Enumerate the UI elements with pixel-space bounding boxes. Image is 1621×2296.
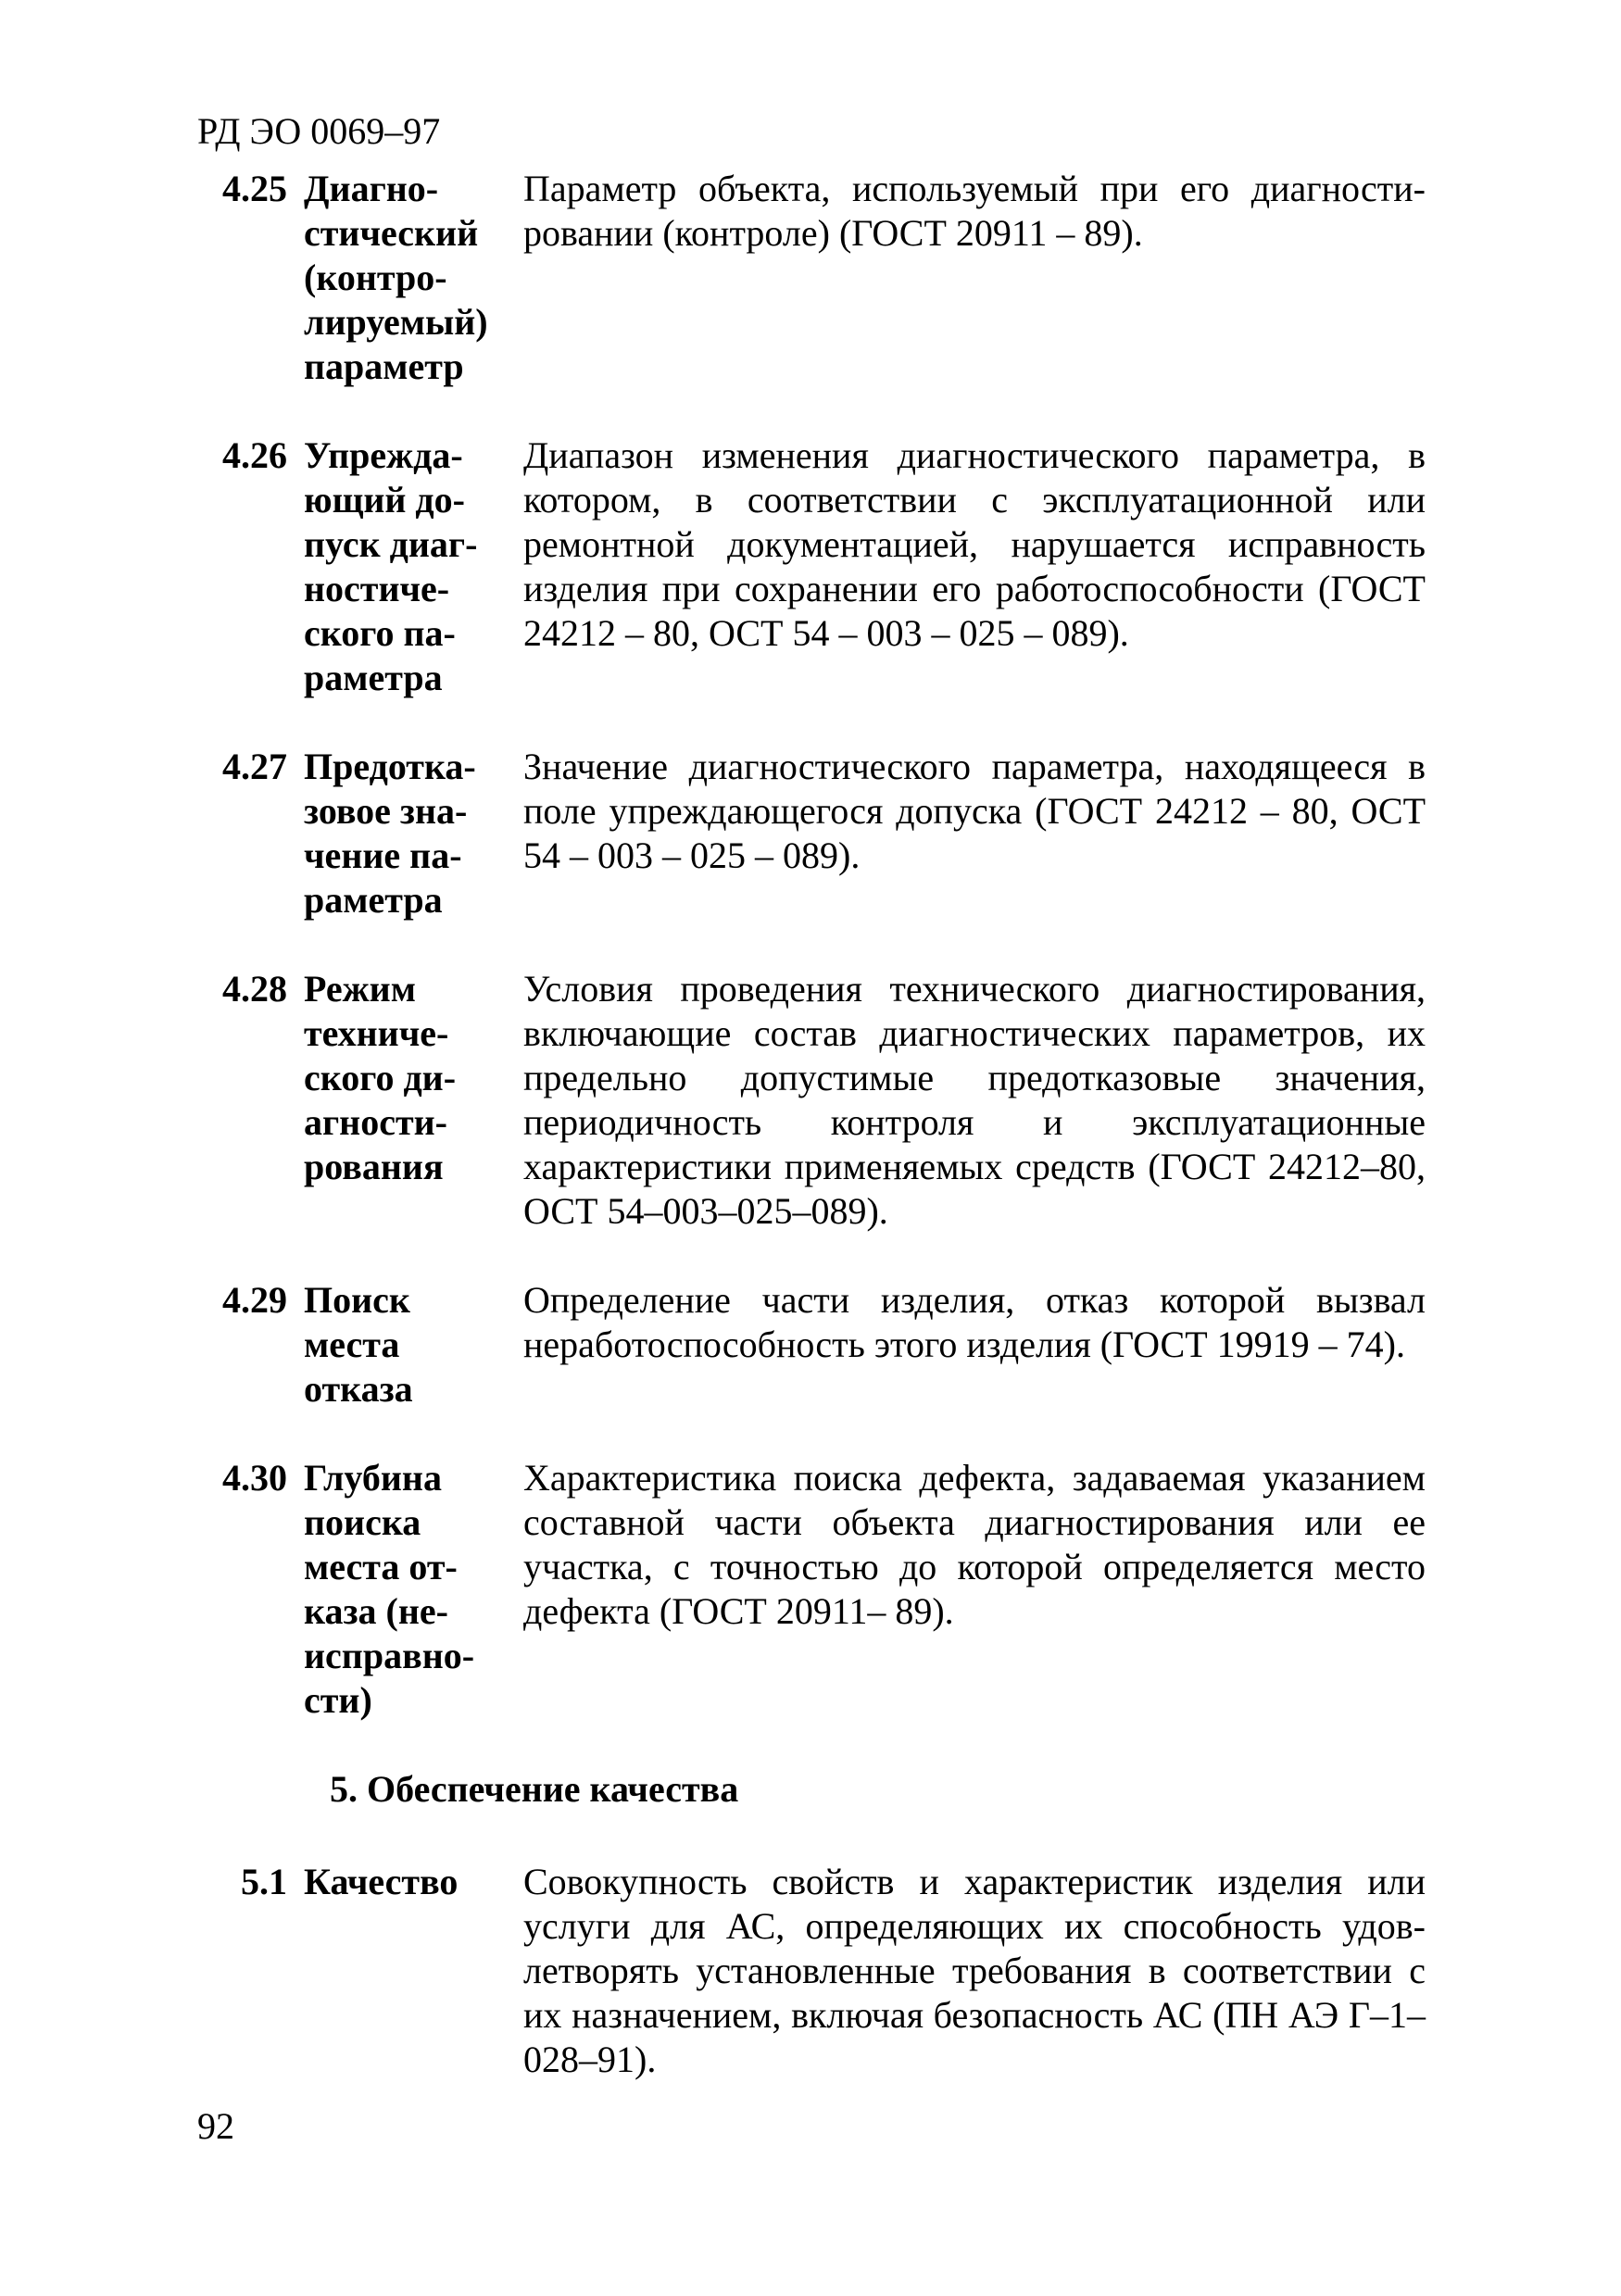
section-heading: 5. Обеспечение качества xyxy=(330,1768,739,1810)
entry-term: Режим техниче- ского ди- агности- рования xyxy=(304,968,457,1187)
entry-definition: Совокупность свойств и характеристик изделия или услуги для АС, определяющих их способность удовлетворять установленные требования в соответствии с их назначением, включая безопасность АС (ПН АЭ Г–1–028–91). xyxy=(523,1861,1426,2080)
entry-number: 4.27 xyxy=(222,746,287,787)
entry-term: Поиск места отказа xyxy=(304,1279,413,1410)
entry-term: Предотка- зовое зна- чение па- раметра xyxy=(304,746,476,921)
entry-number: 5.1 xyxy=(241,1861,287,1902)
entry-definition: Параметр объекта, используемый при его диагностировании (контроле) (ГОСТ 20911 – 89). xyxy=(523,168,1426,254)
entry-number: 4.25 xyxy=(222,168,287,209)
glossary-entry-4-29 xyxy=(185,1278,1426,1411)
entry-term: Качество xyxy=(304,1861,459,1902)
document-code: РД ЭО 0069–97 xyxy=(197,110,441,152)
entry-number: 4.28 xyxy=(222,968,287,1010)
entry-number: 4.26 xyxy=(222,434,287,476)
glossary-entries xyxy=(185,167,1426,2127)
glossary-entry-4-30 xyxy=(185,1456,1426,1723)
entry-term: Упрежда- ющий до- пуск диаг- ностиче- ского па- раметра xyxy=(304,434,478,698)
entry-number: 4.30 xyxy=(222,1457,287,1499)
entry-definition: Диапазон изменения диагностического параметра, в котором, в соответствии с эксплуатационной или ремонтной документацией, нарушается исправность изделия при сохранении его работоспособности (ГОСТ 24212 – 80, ОСТ 54 – 003 – 025 – 089). xyxy=(523,434,1426,654)
glossary-entry-4-25 xyxy=(185,167,1426,389)
page-number: 92 xyxy=(197,2105,234,2147)
entry-definition: Характеристика поиска дефекта, задаваемая указанием составной части объекта диагностирования или ее участка, с точностью до которой определяется место дефекта (ГОСТ 20911– 89). xyxy=(523,1457,1426,1632)
glossary-entry-4-26 xyxy=(185,433,1426,700)
entry-definition: Условия проведения технического диагностирования, включающие состав диагностических параметров, их предельно допустимые предотказовые значения, периодичность контроля и эксплуатационные характеристики применяемых средств (ГОСТ 24212–80, ОСТ 54–003–025–089). xyxy=(523,968,1426,1232)
entry-number: 4.29 xyxy=(222,1279,287,1321)
entry-term: Глубина поиска места от- каза (не- исправно- сти) xyxy=(304,1457,475,1721)
glossary-entry-4-28 xyxy=(185,967,1426,1234)
entry-definition: Значение диагностического параметра, находящееся в поле упреждающегося допуска (ГОСТ 24212 – 80, ОСТ 54 – 003 – 025 – 089). xyxy=(523,746,1426,876)
entry-term: Диагно- стический (контро- лируемый) параметр xyxy=(304,168,488,387)
glossary-entry-4-27 xyxy=(185,745,1426,922)
glossary-entry-5-1 xyxy=(185,1860,1426,2082)
entry-definition: Определение части изделия, отказ которой вызвал неработоспособность этого изделия (ГОСТ 19919 – 74). xyxy=(523,1279,1426,1365)
